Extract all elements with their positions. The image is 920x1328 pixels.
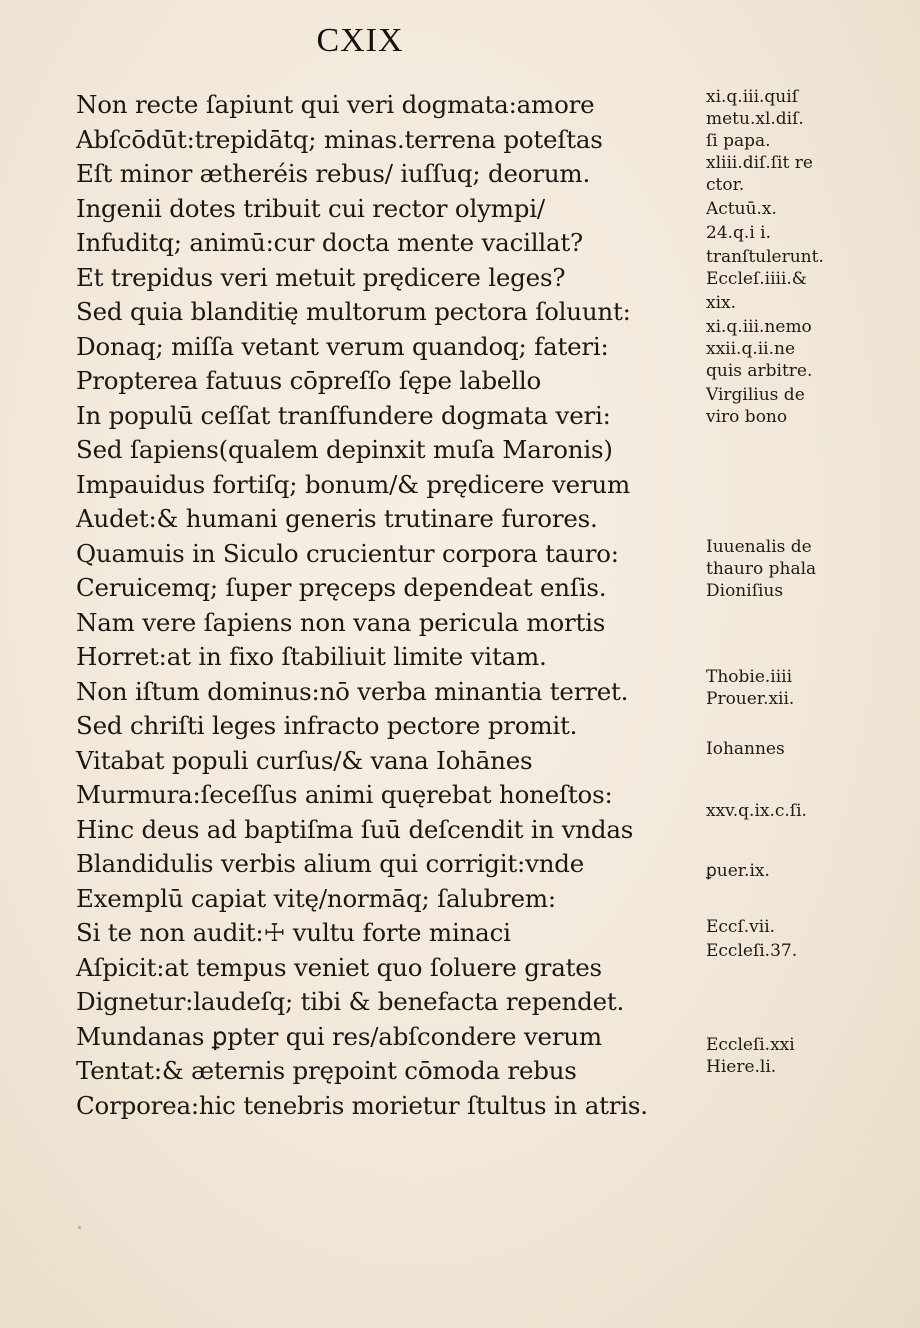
verse-line: Blandidulis verbis alium qui corrigit:vnde (76, 849, 585, 878)
verse-line: Horret:at in fixo ſtabiliuit limite vitam. (76, 642, 547, 671)
gloss-line: thauro phala (706, 559, 817, 579)
verse-line: Exemplū capiat vitę/normāq; ſalubrem: (76, 883, 556, 913)
gloss-line: Thobie.iiii (706, 667, 793, 687)
verse-line: Non iſtum dominus:nō verba minantia terret. (76, 676, 629, 706)
verse-line: Mundanas ꝑpter qui res/abſcondere verum (76, 1021, 602, 1051)
verse-line: Quamuis in Siculo crucientur corpora tauro: (76, 538, 619, 568)
gloss-line: Eccleſi.37. (706, 941, 798, 961)
verse-line: Nam vere ſapiens non vana pericula mortis (76, 607, 606, 637)
verse-line: Sed ſapiens(qualem depinxit muſa Maronis) (76, 435, 613, 464)
gloss-line: xxv.q.ix.c.ſi. (706, 801, 807, 821)
verse-line: Dignetur:laudeſq; tibi & benefacta rependet. (76, 987, 625, 1016)
gloss-line: xix. (706, 293, 737, 313)
gloss-line: Hiere.li. (706, 1057, 777, 1077)
verse-line: Ingenii dotes tribuit cui rector olympi/ (76, 193, 545, 223)
gloss-line: Iuuenalis de (706, 537, 812, 557)
gloss-line: Actuū.x. (706, 199, 777, 219)
paper-speck (78, 1226, 81, 1229)
gloss-line: quis arbitre. (706, 361, 813, 381)
verse-line: Infuditq; animū:cur docta mente vacillat? (76, 228, 583, 257)
gloss-line: Eccleſ.iiii.& (706, 269, 807, 289)
gloss-line: Eccſ.vii. (706, 917, 776, 937)
gloss-line: xliii.diſ.ſit re (706, 153, 813, 173)
gloss-line: viro bono (706, 407, 788, 427)
verse-line: Aſpicit:at tempus veniet quo ſoluere grates (76, 952, 602, 982)
verse-line: Hinc deus ad baptiſma ſuū deſcendit in vndas (76, 814, 634, 844)
gloss-line: xi.q.iii.quiſ (706, 87, 798, 107)
gloss-line: Prouer.xii. (706, 689, 795, 709)
gloss-line: tranſtulerunt. (706, 247, 824, 267)
verse-line: Propterea fatuus cōpreſſo ſępe labello (76, 366, 542, 395)
gloss-line: Virgilius de (706, 385, 805, 405)
gloss-line: xi.q.iii.nemo (706, 317, 812, 337)
gloss-line: Dioniſius (706, 581, 784, 601)
verse-line: Corporea:hic tenebris morietur ſtultus in atris. (76, 1090, 648, 1120)
gloss-line: ſi papa. (706, 131, 771, 151)
verse-line: In populū ceſſat tranſfundere dogmata veri: (76, 400, 611, 430)
gloss-line: xxii.q.ii.ne (706, 339, 796, 359)
verse-line: Ceruicemq; ſuper pręceps dependeat enſis. (76, 573, 607, 602)
verse-line: Sed chriſti leges infracto pectore promit. (76, 711, 578, 740)
gloss-line: Iohannes (706, 739, 785, 759)
verse-line: Si te non audit:☩ vultu forte minaci (76, 918, 511, 947)
verse-text (76, 88, 696, 1123)
verse-line: Murmura:ſeceſſus animi quęrebat honeſtos: (76, 780, 613, 809)
verse-line: Sed quia blanditię multorum pectora ſoluunt: (76, 297, 631, 326)
verse-line: Abſcōdūt:trepidātq; minas.terrena poteſtas (76, 124, 603, 154)
gloss-line: Eccleſi.xxi (706, 1035, 795, 1055)
verse-line: Vitabat populi curſus/& vana Iohānes (76, 745, 533, 775)
verse-line: Et trepidus veri metuit prędicere leges? (76, 262, 566, 292)
verse-line: Audet:& humani generis trutinare furores. (76, 504, 598, 533)
folio-number: CXIX (316, 22, 404, 59)
verse-line: Non recte ſapiunt qui veri dogmata:amore (76, 90, 595, 119)
gloss-line: ctor. (706, 175, 745, 195)
gloss-line: metu.xl.diſ. (706, 109, 804, 129)
verse-line: Donaq; miſſa vetant verum quandoq; fateri: (76, 331, 609, 361)
verse-line: Eſt minor ætheréis rebus/ iuſſuq; deorum. (76, 159, 591, 188)
gloss-line: 24.q.i i. (706, 223, 772, 243)
verse-line: Impauidus fortiſq; bonum/& prędicere verum (76, 469, 631, 499)
verse-line: Tentat:& æternis prępoint cōmoda rebus (76, 1056, 577, 1085)
gloss-line: ꝑuer.ix. (706, 861, 770, 881)
